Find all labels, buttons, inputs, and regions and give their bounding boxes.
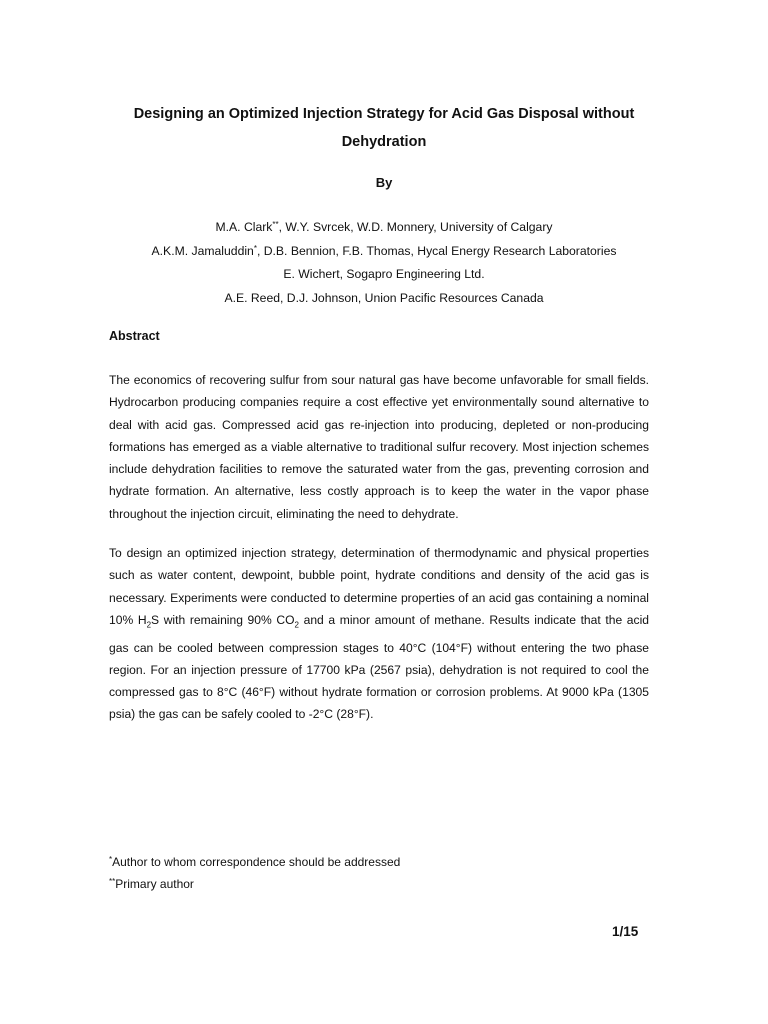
document-title <box>80 100 688 156</box>
primary-author-mark: ** <box>272 220 279 229</box>
author-affiliation-text: , W.Y. Svrcek, W.D. Monnery, University of Calgary <box>278 220 553 234</box>
title-line-2: Dehydration <box>341 134 427 150</box>
paragraph-text: S with remaining 90% CO <box>151 612 295 627</box>
author-list <box>80 216 688 310</box>
abstract-paragraph-1: The economics of recovering sulfur from sour natural gas have become unfavorable for small fields. Hydrocarbon producing companies require a cost effective yet environmentally sound alternative to deal with acid gas. Compressed acid gas re-injection into producing, depleted or non-producing formations has emerged as a viable alternative to traditional sulfur recovery. Most injection schemes include dehydration facilities to remove the saturated water from the gas, preventing corrosion and hydrate formation. An alternative, less costly approach is to keep the water in the vapor phase throughout the injection circuit, eliminating the need to dehydrate. <box>109 373 649 521</box>
by-line: By <box>375 175 393 190</box>
author-name: M.A. Clark <box>215 220 273 234</box>
author-line-3: E. Wichert, Sogapro Engineering Ltd. <box>283 267 485 281</box>
author-line-4: A.E. Reed, D.J. Johnson, Union Pacific Resources Canada <box>224 290 544 305</box>
correspondence-author-mark: * <box>253 243 257 253</box>
footnote <box>109 873 400 895</box>
subscript: 2 <box>294 620 299 630</box>
footnote-text: Primary author <box>115 877 194 891</box>
paragraph-text: and a minor amount of methane. Results indicate that the acid gas can be cooled between compression stages to 40°C (104°F) without entering the two phase region. For an injection pressure of 17700 kPa (2567 psia), dehydration is not required to cool the compressed gas to 8°C (46°F) without hydrate formation or corrosion problems. At 9000 kPa (1305 psia) the gas can be safely cooled to -2°C (28°F). <box>109 612 649 722</box>
abstract-heading: Abstract <box>109 329 160 343</box>
footnote-mark: ** <box>109 877 116 886</box>
subscript: 2 <box>146 620 152 630</box>
footnote-mark: * <box>109 855 113 864</box>
footnotes <box>109 851 400 895</box>
author-line-1 <box>80 216 688 240</box>
author-affiliation-text: , D.B. Bennion, F.B. Thomas, Hycal Energy Research Laboratories <box>256 243 617 258</box>
footnote-text: Author to whom correspondence should be addressed <box>112 855 401 869</box>
author-line-2 <box>80 240 688 264</box>
paragraph-text: To design an optimized injection strategy, determination of thermodynamic and physical properties such as water content, dewpoint, bubble point, hydrate conditions and density of the acid gas is necessary. Experiments were conducted to determine properties of an acid gas containing a nominal 10% H <box>109 546 649 627</box>
title-line-1: Designing an Optimized Injection Strategy for Acid Gas Disposal without <box>133 106 635 122</box>
abstract-paragraph-2 <box>109 542 649 726</box>
footnote <box>109 851 400 873</box>
author-name: A.K.M. Jamaluddin <box>151 243 254 258</box>
page-number: 1/15 <box>612 924 639 939</box>
